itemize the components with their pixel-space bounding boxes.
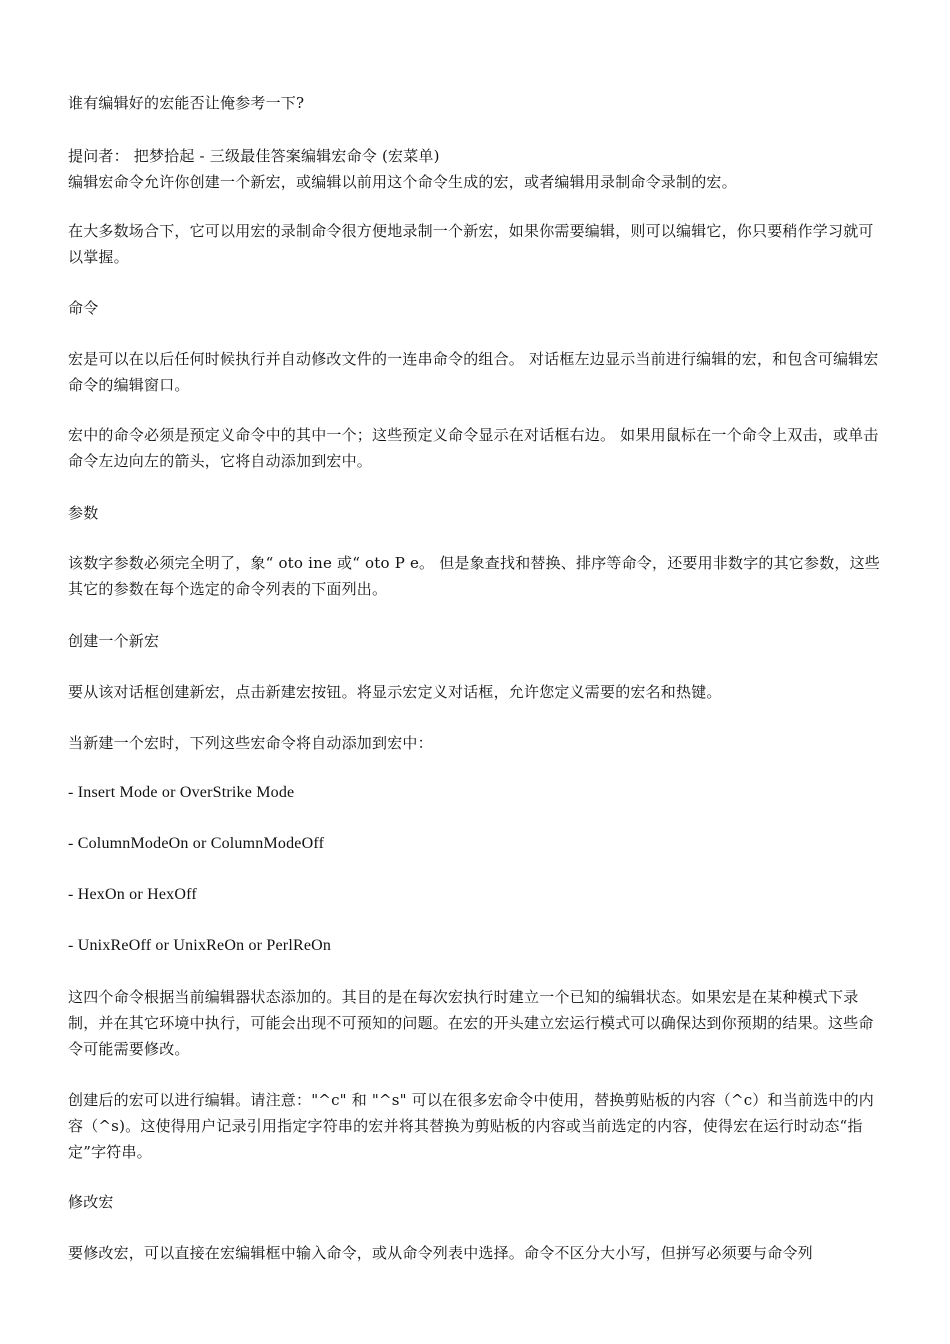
- heading-create-macro: 创建一个新宏: [68, 632, 160, 650]
- heading-commands: 命令: [68, 299, 99, 317]
- commands-paragraph-1: 宏是可以在以后任何时候执行并自动修改文件的一连串命令的组合。 对话框左边显示当前进行编辑的宏，和包含可编辑宏命令的编辑窗口。: [68, 350, 879, 394]
- question-title: 谁有编辑好的宏能否让俺参考一下?: [68, 94, 305, 112]
- heading-parameters: 参数: [68, 504, 99, 522]
- commands-paragraph-2: 宏中的命令必须是预定义命令中的其中一个；这些预定义命令显示在对话框右边。 如果用鼠标在一个命令上双击，或单击命令左边向左的箭头，它将自动添加到宏中。: [68, 426, 879, 470]
- intro2-paragraph: 在大多数场合下，它可以用宏的录制命令很方便地录制一个新宏，如果你需要编辑，则可以编辑它，你只要稍作学习就可以掌握。: [68, 222, 874, 266]
- asker-line: 提问者： 把梦拾起 - 三级最佳答案编辑宏命令 (宏菜单): [68, 147, 440, 165]
- create-paragraph-1: 要从该对话框创建新宏，点击新建宏按钮。将显示宏定义对话框，允许您定义需要的宏名和热键。: [68, 683, 722, 701]
- intro-paragraph: 编辑宏命令允许你创建一个新宏，或编辑以前用这个命令生成的宏，或者编辑用录制命令录制的宏。: [68, 173, 737, 191]
- list-item: - ColumnModeOn or ColumnModeOff: [68, 835, 325, 852]
- list-item: - HexOn or HexOff: [68, 886, 197, 903]
- heading-modify-macro: 修改宏: [68, 1193, 114, 1211]
- edit-paragraph: 创建后的宏可以进行编辑。请注意："^c" 和 "^s" 可以在很多宏命令中使用，替换剪贴板的内容（^c）和当前选中的内容（^s)。这使得用户记录引用指定字符串的宏并将其替换为剪贴板的内容或当前选定的内容，使得宏在运行时动态“指定”字符串。: [68, 1091, 874, 1161]
- modify-paragraph: 要修改宏，可以直接在宏编辑框中输入命令，或从命令列表中选择。命令不区分大小写，但拼写必须要与命令列: [68, 1244, 813, 1262]
- state-paragraph: 这四个命令根据当前编辑器状态添加的。其目的是在每次宏执行时建立一个已知的编辑状态。如果宏是在某种模式下录制，并在其它环境中执行，可能会出现不可预知的问题。在宏的开头建立宏运行模式可以确保达到你预期的结果。这些命令可能需要修改。: [68, 988, 874, 1058]
- list-item: - Insert Mode or OverStrike Mode: [68, 784, 295, 801]
- create-paragraph-2: 当新建一个宏时，下列这些宏命令将自动添加到宏中：: [68, 734, 433, 752]
- parameters-paragraph: 该数字参数必须完全明了，象“ oto ine 或“ oto P e。 但是象查找和替换、排序等命令，还要用非数字的其它参数，这些其它的参数在每个选定的命令列表的下面列出。: [68, 554, 881, 598]
- list-item: - UnixReOff or UnixReOn or PerlReOn: [68, 937, 332, 954]
